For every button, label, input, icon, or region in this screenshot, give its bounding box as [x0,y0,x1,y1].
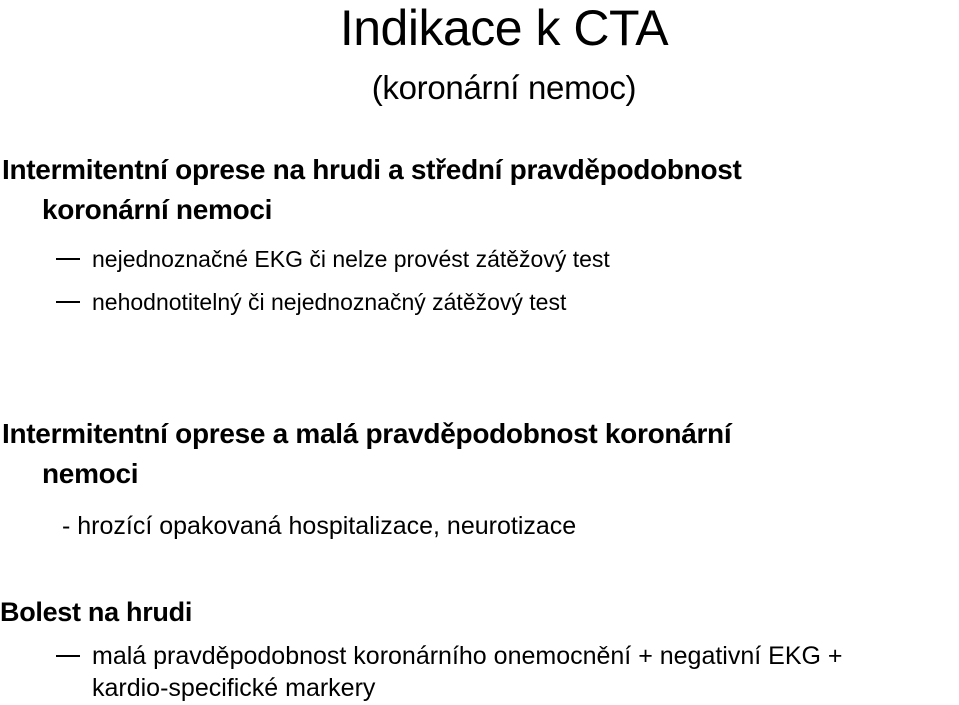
slide-subtitle: (koronární nemoc) [371,69,637,106]
section1-item-1 [56,244,610,274]
section1-heading-line2: koronární nemoci [42,194,273,225]
slide-title: Indikace k CTA [339,0,669,56]
section3-item [56,640,843,704]
section1-heading-line1: Intermitentní oprese na hrudi a střední pravděpodobnost [2,154,742,185]
section1-item-2 [56,287,566,317]
section1-heading [2,150,742,230]
dash-bullet-icon [56,301,80,303]
section2-item: - hrozící opakovaná hospitalizace, neurotizace [62,512,577,540]
section1-item-1-text: nejednoznačné EKG či nelze provést zátěžový test [92,246,610,272]
section2-heading-line1: Intermitentní oprese a malá pravděpodobnost koronární [2,418,732,449]
section3-heading: Bolest na hrudi [0,597,193,627]
section3-item-line2: kardio-specifické markery [92,674,376,702]
section1-item-2-text: nehodnotitelný či nejednoznačný zátěžový test [92,289,567,315]
dash-bullet-icon [56,258,80,260]
dash-bullet-icon [56,655,80,657]
section2-heading-line2: nemoci [42,458,139,489]
section2-heading [2,414,731,494]
section3-item-line1: malá pravděpodobnost koronárního onemocnění + negativní EKG + [92,642,843,670]
